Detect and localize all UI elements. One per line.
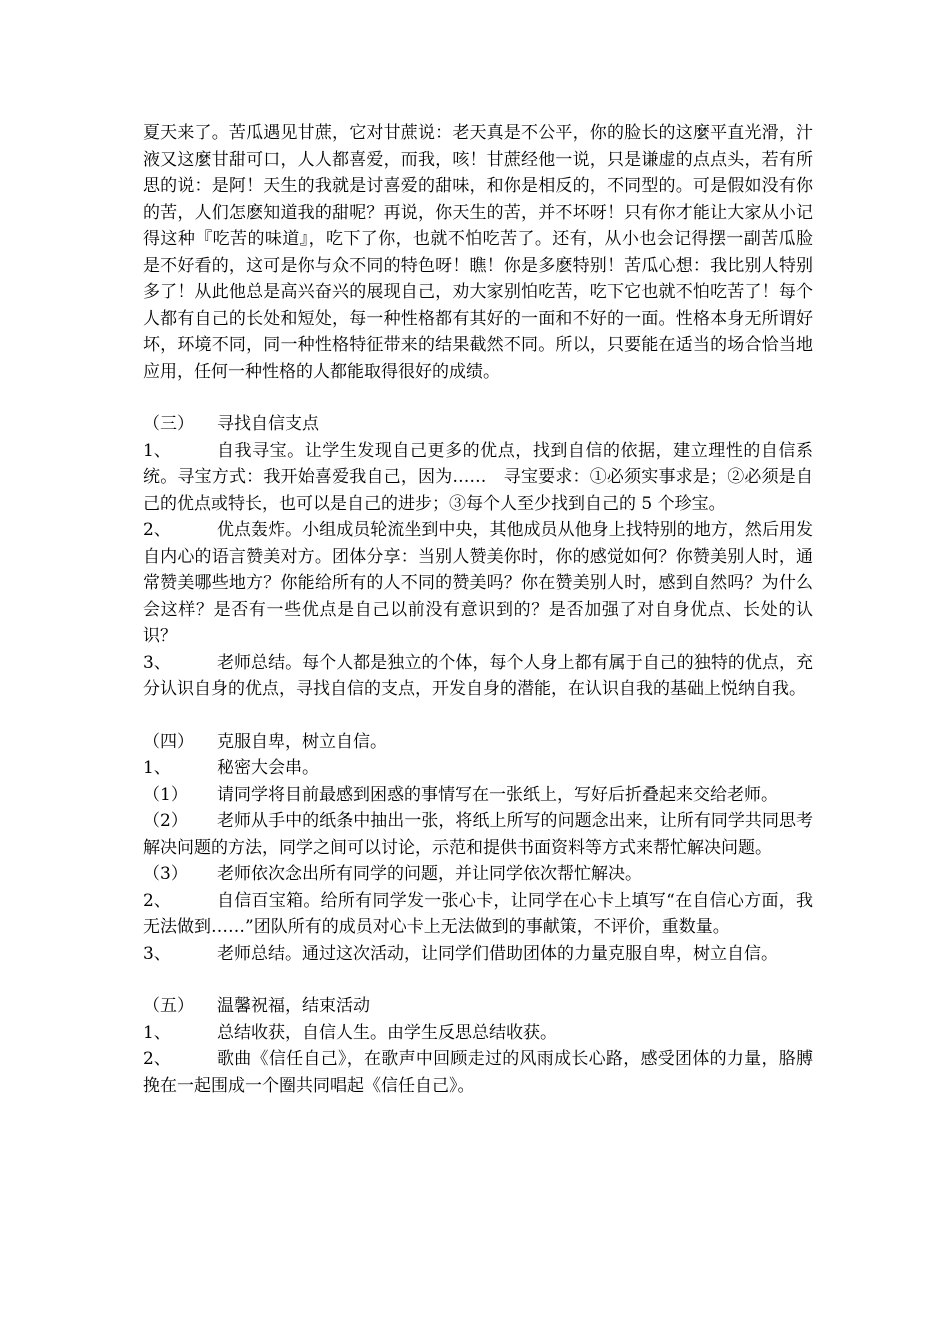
section-5 (143, 993, 813, 1099)
section-spacer (143, 385, 813, 411)
section-title: 寻找自信支点 (217, 414, 319, 434)
item-number: 3、 (143, 652, 171, 673)
item-text: 自我寻宝。让学生发现自己更多的优点，找到自信的依据，建立理性的自信系统。寻宝方式：我开始喜爱我自己，因为…… 寻宝要求：①必须实事求是；②必须是自己的优点或特长，也可以是自己的进步；③每个人至少找到自己的 5 个珍宝。 (143, 440, 813, 514)
item-text: 秘密大会串。 (217, 758, 319, 778)
item-text: 优点轰炸。小组成员轮流坐到中央，其他成员从他身上找特别的地方，然后用发自内心的语言赞美对方。团体分享：当别人赞美你时，你的感觉如何？你赞美别人时，通常赞美哪些地方？你能给所有的人不同的赞美吗？你在赞美别人时，感到自然吗？为什么会这样？是否有一些优点是自己以前没有意识到的？是否加强了对自身优点、长处的认识？ (143, 520, 813, 646)
item-number: 2、 (143, 520, 171, 540)
item-number: 2、 (143, 890, 171, 911)
item-number: 2、 (143, 1049, 171, 1069)
item-number: 1、 (143, 440, 171, 461)
list-item (143, 650, 813, 703)
list-item (143, 1046, 813, 1099)
list-item (143, 438, 813, 518)
item-text: 老师总结。通过这次活动，让同学们借助团体的力量克服自卑，树立自信。 (217, 943, 778, 964)
section-title: 温馨祝福，结束活动 (217, 996, 370, 1016)
item-text: 请同学将目前最感到困惑的事情写在一张纸上，写好后折叠起来交给老师。 (217, 784, 778, 805)
list-item (143, 808, 813, 861)
section-spacer (143, 967, 813, 993)
list-item (143, 1020, 813, 1047)
list-item (143, 941, 813, 968)
item-text: 自信百宝箱。给所有同学发一张心卡，让同学在心卡上填写“在自信心方面，我无法做到……”团队所有的成员对心卡上无法做到的事献策，不评价，重数量。 (143, 890, 813, 937)
section-heading (143, 729, 813, 756)
section-3 (143, 411, 813, 703)
section-heading (143, 993, 813, 1020)
section-number: （三） (143, 414, 194, 434)
section-4 (143, 729, 813, 968)
item-text: 总结收获，自信人生。由学生反思总结收获。 (217, 1022, 557, 1043)
item-text: 老师依次念出所有同学的问题，并让同学依次帮忙解决。 (217, 864, 642, 884)
list-item (143, 888, 813, 941)
item-number: （1） (143, 784, 188, 805)
section-spacer (143, 703, 813, 729)
section-number: （五） (143, 996, 194, 1016)
intro-paragraph: 夏天来了。苦瓜遇见甘蔗，它对甘蔗说：老天真是不公平，你的脸长的这麼平直光滑，汁液又这麼甘甜可口，人人都喜爱，而我，咳！甘蔗经他一说，只是谦虚的点点头，若有所思的说：是阿！天生的我就是讨喜爱的甜味，和你是相反的，不同型的。可是假如没有你的苦，人们怎麽知道我的甜呢？再说，你天生的苦，并不坏呀！只有你才能让大家从小记得这种『吃苦的味道』，吃下了你，也就不怕吃苦了。还有，从小也会记得摆一副苦瓜脸是不好看的，这可是你与众不同的特色呀！瞧！你是多麽特别！苦瓜心想：我比别人特别多了！从此他总是高兴奋兴的展现自己，劝大家别怕吃苦，吃下它也就不怕吃苦了！每个人都有自己的长处和短处，每一种性格都有其好的一面和不好的一面。性格本身无所谓好坏，环境不同，同一种性格特征带来的结果截然不同。所以，只要能在适当的场合恰当地应用，任何一种性格的人都能取得很好的成绩。 (143, 123, 813, 382)
item-number: 1、 (143, 758, 171, 778)
item-number: 1、 (143, 1022, 171, 1043)
item-text: 老师总结。每个人都是独立的个体，每个人身上都有属于自己的独特的优点，充分认识自身的优点，寻找自信的支点，开发自身的潜能，在认识自我的基础上悦纳自我。 (143, 652, 813, 699)
section-number: （四） (143, 731, 194, 752)
list-item (143, 861, 813, 888)
list-item (143, 755, 813, 782)
list-item (143, 782, 813, 809)
section-title: 克服自卑，树立自信。 (217, 731, 387, 752)
item-number: （2） (143, 811, 188, 831)
document-body (143, 120, 813, 1099)
item-text: 歌曲《信任自己》，在歌声中回顾走过的风雨成长心路，感受团体的力量，胳膊挽在一起围成一个圈共同唱起《信任自己》。 (143, 1049, 813, 1096)
item-text: 老师从手中的纸条中抽出一张，将纸上所写的问题念出来，让所有同学共同思考解决问题的方法，同学之间可以讨论，示范和提供书面资料等方式来帮忙解决问题。 (143, 811, 813, 858)
item-number: （3） (143, 864, 188, 884)
item-number: 3、 (143, 943, 171, 964)
section-heading (143, 411, 813, 438)
list-item (143, 517, 813, 650)
